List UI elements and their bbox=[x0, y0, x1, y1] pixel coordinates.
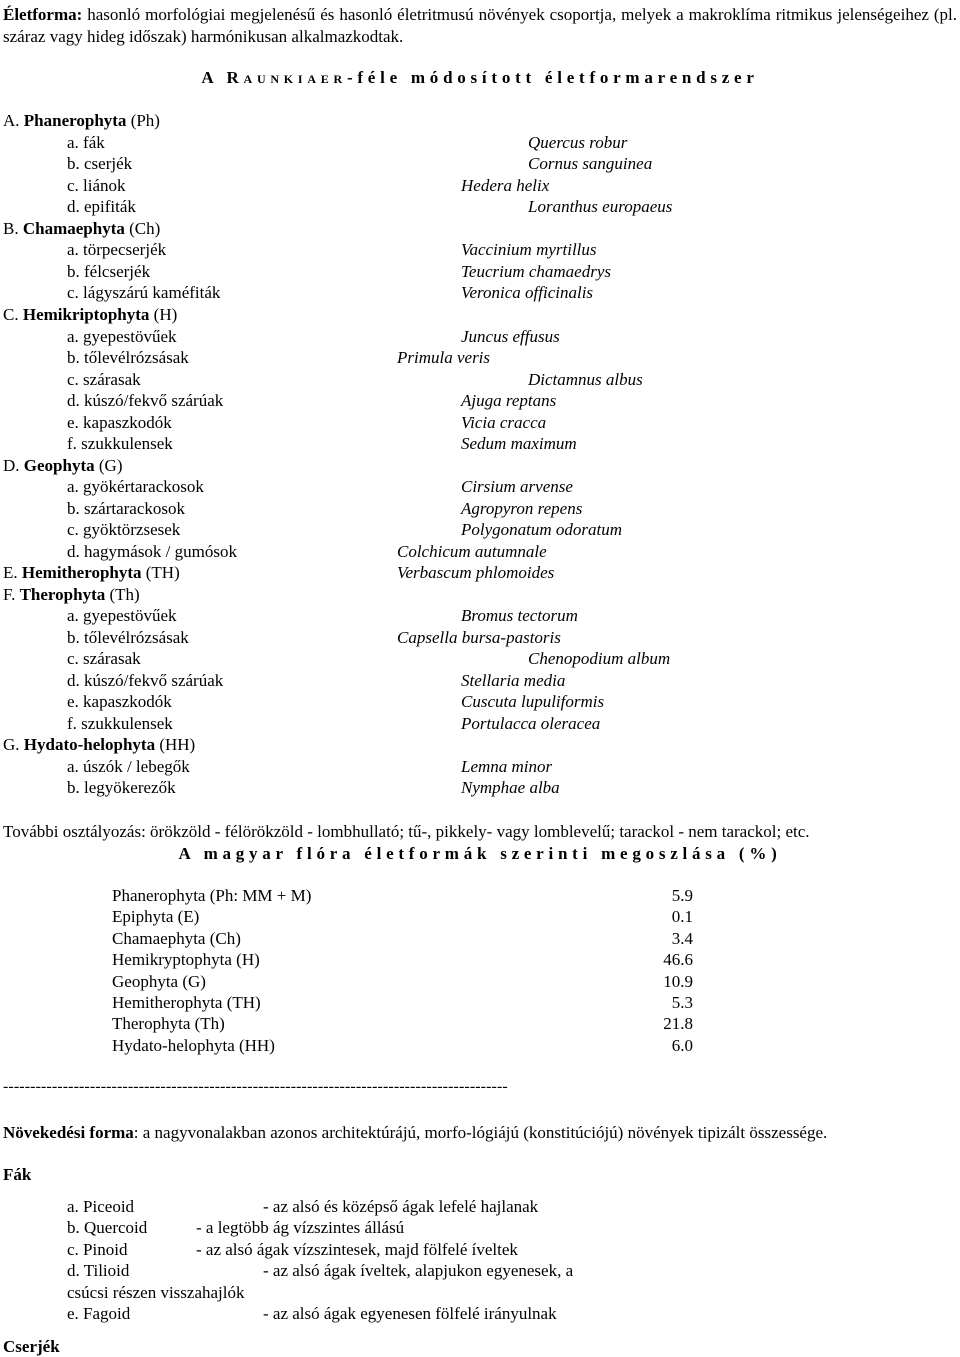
subitem: c. szárasak bbox=[67, 370, 141, 389]
category-letter: F. bbox=[3, 585, 16, 604]
species-name: Veronica officinalis bbox=[461, 283, 594, 302]
category-letter: C. bbox=[3, 305, 19, 324]
subitem: a. gyökértarackosok bbox=[67, 477, 204, 496]
subitem: d. epifiták bbox=[67, 197, 136, 216]
subitem: c. liánok bbox=[67, 176, 126, 195]
category-therophyta bbox=[3, 584, 140, 605]
category-letter: A. bbox=[3, 111, 20, 130]
species-name: Cuscuta lupuliformis bbox=[461, 692, 605, 711]
category-abbr: (G) bbox=[98, 456, 123, 475]
tree-type-desc: - az alsó ágak egyenesen fölfelé irányulnak bbox=[263, 1304, 557, 1323]
distribution-row-value: 6.0 bbox=[671, 1036, 693, 1055]
subitem: b. legyökerezők bbox=[67, 778, 176, 797]
subitem: d. hagymások / gumósok bbox=[67, 542, 237, 561]
lifeform-definition-text: hasonló morfológiai megjelenésű és hasonló életritmusú növények csoportja, melyek a makroklíma ritmikus jelenségeihez (pl. száraz vagy hideg időszak) harmónikusan alkalmazkodtak. bbox=[3, 5, 957, 46]
distribution-row-value: 5.3 bbox=[671, 993, 693, 1012]
category-name: Hemikriptophyta bbox=[22, 305, 150, 324]
species-name: Colchicum autumnale bbox=[397, 542, 547, 561]
growth-form-definition bbox=[3, 1122, 827, 1143]
species-name: Sedum maximum bbox=[461, 434, 577, 453]
distribution-row-name: Therophyta (Th) bbox=[112, 1014, 225, 1033]
category-phanerophyta bbox=[3, 110, 160, 131]
category-abbr: (Ph) bbox=[130, 111, 160, 130]
species-name: Loranthus europaeus bbox=[528, 197, 673, 216]
subitem: c. szárasak bbox=[67, 649, 141, 668]
category-name: Therophyta bbox=[19, 585, 106, 604]
category-abbr: (HH) bbox=[159, 735, 196, 754]
subitem: b. cserjék bbox=[67, 154, 133, 173]
tree-type-name: e. Fagoid bbox=[67, 1304, 131, 1323]
dashed-separator: --------------------------------------------------------------------------------------------- bbox=[3, 1078, 508, 1095]
species-name: Primula veris bbox=[397, 348, 491, 367]
species-name: Bromus tectorum bbox=[461, 606, 578, 625]
category-letter: D. bbox=[3, 456, 20, 475]
system-title-part: AUNKIAER bbox=[243, 72, 347, 86]
distribution-row-value: 5.9 bbox=[671, 886, 693, 905]
category-letter: E. bbox=[3, 563, 18, 582]
system-title-part: A R bbox=[201, 68, 244, 87]
species-name: Dictamnus albus bbox=[528, 370, 643, 389]
tree-type-name: a. Piceoid bbox=[67, 1197, 135, 1216]
category-hemitherophyta bbox=[3, 562, 180, 583]
subitem: c. lágyszárú kaméfiták bbox=[67, 283, 221, 302]
distribution-row-name: Chamaephyta (Ch) bbox=[112, 929, 241, 948]
tree-type-desc-continued: csúcsi részen visszahajlók bbox=[67, 1283, 245, 1302]
species-name: Portulacca oleracea bbox=[461, 714, 601, 733]
lifeform-term: Életforma: bbox=[3, 5, 83, 24]
category-letter: B. bbox=[3, 219, 19, 238]
species-name: Quercus robur bbox=[528, 133, 628, 152]
system-title-part: -féle módosított életformarendszer bbox=[346, 68, 759, 87]
subitem: e. kapaszkodók bbox=[67, 413, 172, 432]
species-name: Cirsium arvense bbox=[461, 477, 573, 496]
distribution-row-name: Hydato-helophyta (HH) bbox=[112, 1036, 275, 1055]
distribution-row-name: Hemitherophyta (TH) bbox=[112, 993, 261, 1012]
category-hemikriptophyta bbox=[3, 304, 177, 325]
species-name: Verbascum phlomoides bbox=[397, 563, 555, 582]
distribution-title: A magyar flóra életformák szerinti megoszlása (%) bbox=[178, 844, 782, 863]
category-letter: G. bbox=[3, 735, 20, 754]
tree-type-desc: - a legtöbb ág vízszintes állású bbox=[196, 1218, 405, 1237]
category-name: Phanerophyta bbox=[23, 111, 127, 130]
category-name: Geophyta bbox=[23, 456, 95, 475]
subitem: b. tőlevélrózsásak bbox=[67, 628, 189, 647]
tree-type-name: b. Quercoid bbox=[67, 1218, 148, 1237]
species-name: Juncus effusus bbox=[461, 327, 560, 346]
species-name: Nymphae alba bbox=[461, 778, 560, 797]
subitem: f. szukkulensek bbox=[67, 714, 173, 733]
category-abbr: (Ch) bbox=[129, 219, 161, 238]
species-name: Teucrium chamaedrys bbox=[461, 262, 611, 281]
distribution-row-value: 10.9 bbox=[663, 972, 693, 991]
subitem: b. tőlevélrózsásak bbox=[67, 348, 189, 367]
subitem: a. gyepestövűek bbox=[67, 606, 177, 625]
tree-type-desc: - az alsó ágak íveltek, alapjukon egyenesek, a bbox=[263, 1261, 574, 1280]
subitem: c. gyöktörzsesek bbox=[67, 520, 181, 539]
category-abbr: (Th) bbox=[109, 585, 140, 604]
tree-type-desc: - az alsó ágak vízszintesek, majd fölfelé íveltek bbox=[196, 1240, 518, 1259]
subitem: a. fák bbox=[67, 133, 105, 152]
species-name: Vaccinium myrtillus bbox=[461, 240, 597, 259]
subitem: b. félcserjék bbox=[67, 262, 151, 281]
lifeform-definition bbox=[3, 4, 957, 48]
category-geophyta bbox=[3, 455, 122, 476]
category-chamaephyta bbox=[3, 218, 160, 239]
distribution-row-value: 3.4 bbox=[671, 929, 693, 948]
subitem: d. kúszó/fekvő szárúak bbox=[67, 391, 224, 410]
species-name: Stellaria media bbox=[461, 671, 566, 690]
distribution-row-value: 46.6 bbox=[663, 950, 693, 969]
tree-type-name: c. Pinoid bbox=[67, 1240, 128, 1259]
growth-form-term: Növekedési forma bbox=[3, 1123, 134, 1142]
tree-type-name: d. Tilioid bbox=[67, 1261, 130, 1280]
species-name: Cornus sanguinea bbox=[528, 154, 653, 173]
species-name: Hedera helix bbox=[461, 176, 550, 195]
category-name: Chamaephyta bbox=[22, 219, 125, 238]
distribution-row-value: 0.1 bbox=[671, 907, 693, 926]
further-classification: További osztályozás: örökzöld - félörökzöld - lombhullató; tű-, pikkely- vagy lomblevelű; tarackol - nem tarackol; etc. bbox=[3, 822, 810, 841]
category-name: Hemitherophyta bbox=[21, 563, 142, 582]
distribution-row-name: Hemikryptophyta (H) bbox=[112, 950, 260, 969]
subitem: f. szukkulensek bbox=[67, 434, 173, 453]
category-abbr: (TH) bbox=[145, 563, 180, 582]
distribution-row-name: Phanerophyta (Ph: MM + M) bbox=[112, 886, 312, 905]
system-title bbox=[0, 67, 960, 90]
subitem: b. szártarackosok bbox=[67, 499, 186, 518]
distribution-row-name: Epiphyta (E) bbox=[112, 907, 200, 926]
species-name: Polygonatum odoratum bbox=[461, 520, 623, 539]
species-name: Chenopodium album bbox=[528, 649, 671, 668]
subitem: a. törpecserjék bbox=[67, 240, 167, 259]
subitem: a. úszók / lebegők bbox=[67, 757, 190, 776]
species-name: Agropyron repens bbox=[461, 499, 583, 518]
category-abbr: (H) bbox=[153, 305, 178, 324]
species-name: Lemna minor bbox=[461, 757, 553, 776]
distribution-row-value: 21.8 bbox=[663, 1014, 693, 1033]
species-name: Ajuga reptans bbox=[461, 391, 557, 410]
subitem: a. gyepestövűek bbox=[67, 327, 177, 346]
growth-form-text: : a nagyvonalakban azonos architektúrájú, morfo-lógiájú (konstitúciójú) növények tipizált összessége. bbox=[133, 1123, 828, 1142]
trees-heading: Fák bbox=[3, 1165, 32, 1184]
shrubs-heading: Cserjék bbox=[3, 1337, 60, 1356]
species-name: Vicia cracca bbox=[461, 413, 547, 432]
tree-type-desc: - az alsó és középső ágak lefelé hajlanak bbox=[263, 1197, 539, 1216]
category-hydato-helophyta bbox=[3, 734, 195, 755]
category-name: Hydato-helophyta bbox=[23, 735, 156, 754]
subitem: e. kapaszkodók bbox=[67, 692, 172, 711]
species-name: Capsella bursa-pastoris bbox=[397, 628, 561, 647]
subitem: d. kúszó/fekvő szárúak bbox=[67, 671, 224, 690]
distribution-row-name: Geophyta (G) bbox=[112, 972, 206, 991]
